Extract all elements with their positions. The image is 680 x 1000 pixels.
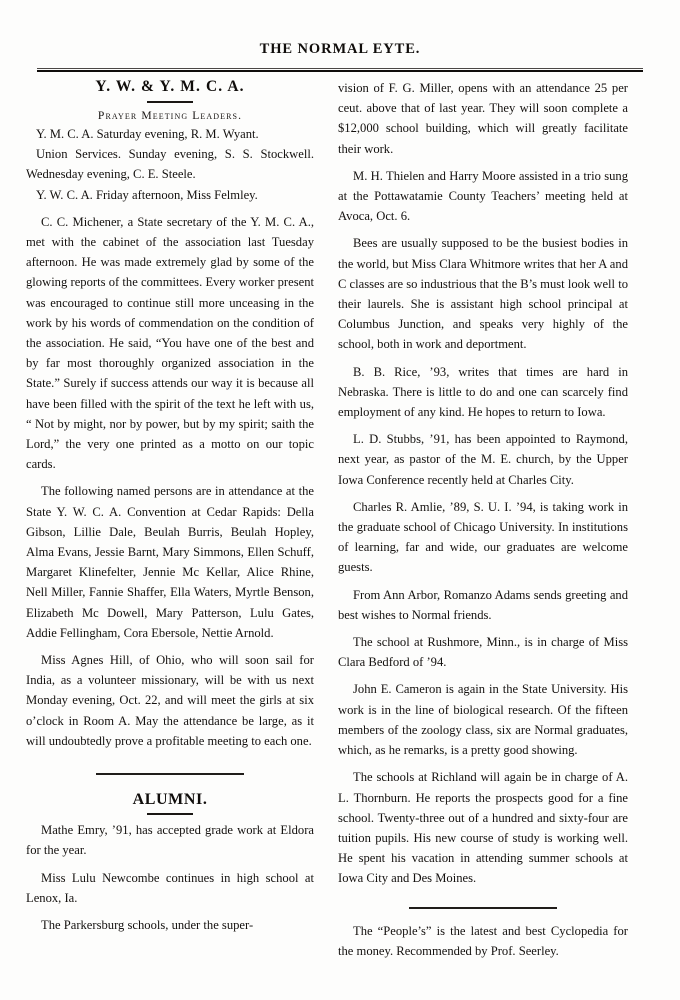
masthead-double-rule bbox=[37, 68, 643, 72]
section-divider-rule bbox=[409, 907, 557, 909]
paragraph-spacer bbox=[338, 490, 628, 497]
paragraph-spacer bbox=[26, 205, 314, 212]
paragraph-spacer bbox=[338, 422, 628, 429]
paragraph: The school at Rushmore, Minn., is in charge of Miss Clara Bedford of ’94. bbox=[338, 635, 628, 670]
paragraph-spacer bbox=[26, 643, 314, 650]
leader-line: Union Services. Sunday evening, S. S. Stockwell. Wednesday evening, C. E. Steele. bbox=[26, 147, 314, 182]
paragraph: Miss Agnes Hill, of Ohio, who will soon sail for India, as a volunteer missionary, will be with us next Monday evening, Oct. 22, and will meet the girls at six o’clock in Room A. May the attendance be large, as it will undoubtedly prove a profitable meeting to each one. bbox=[26, 653, 314, 748]
subhead-prayer-meeting-leaders: Prayer Meeting Leaders. bbox=[97, 109, 243, 122]
paragraph-spacer bbox=[26, 908, 314, 915]
paragraph-closing-note: The “People’s” is the latest and best Cyclopedia for the money. Recommended by Prof. Seerley. bbox=[338, 923, 628, 958]
paragraph-spacer bbox=[338, 159, 628, 166]
paragraph: Bees are usually supposed to be the busiest bodies in the world, but Miss Clara Whitmore writes that her A and C classes are so industrious that the B’s must look well to their laurels. She is assistant high school principal at Columbus Junction, and speaks very highly of the school, both in work and deportment. bbox=[338, 236, 628, 352]
right-column bbox=[338, 78, 640, 961]
paragraph-continued: The Parkersburg schools, under the super- bbox=[41, 917, 254, 932]
paragraph: From Ann Arbor, Romanzo Adams sends greeting and best wishes to Normal friends. bbox=[338, 587, 628, 622]
page-title: THE NORMAL EYTE. bbox=[259, 41, 421, 57]
section-title-alumni: ALUMNI. bbox=[132, 791, 208, 809]
paragraph: M. H. Thielen and Harry Moore assisted in a trio sung at the Pottawatamie County Teachers’ meeting held at Avoca, Oct. 6. bbox=[338, 168, 628, 224]
paragraph-spacer bbox=[338, 672, 628, 679]
paragraph: C. C. Michener, a State secretary of the Y. M. C. A., met with the cabinet of the association last Tuesday afternoon. He was made extremely glad by some of the glowing reports of the committees. Every worker present was encouraged to continue still more unceasing in the work by his words of commendation on the condition of the association. He said, “You have one of the best and by far most thoroughly organized association in the State.” Surely if success attends our way it is because all have been filled with the spirit of the text he left with us, “ Not by might, nor by power, but by my spirit; saith the Lord,” the very one printed as a motto on our topic cards. bbox=[26, 214, 314, 472]
paragraph-spacer bbox=[338, 760, 628, 767]
paragraph-spacer bbox=[338, 578, 628, 585]
column-container bbox=[0, 78, 680, 961]
paragraph: The following named persons are in attendance at the State Y. W. C. A. Convention at Cedar Rapids: Della Gibson, Lillie Dale, Beulah Burris, Beulah Hopley, Alma Evans, Jessie Barnt, Mary Simmons, Ellen Schuff, Margaret Klinefelter, Jennie Mc Kellar, Alice Rhine, Nell Miller, Fannie Shaffer, Ella Waters, Myrtle Benson, Elizabeth Mc Dowell, Mary Patterson, Lulu Gates, Addie Fellingham, Cora Ebersole, Nettie Arnold. bbox=[26, 484, 314, 640]
paragraph: B. B. Rice, ’93, writes that times are hard in Nebraska. There is little to do and one can scarcely find employment of any kind. He hopes to return to Iowa. bbox=[338, 364, 628, 420]
paragraph-spacer bbox=[26, 861, 314, 868]
section-title-ywymca: Y. W. & Y. M. C. A. bbox=[95, 78, 245, 95]
paragraph: Mathe Emry, ’91, has accepted grade work at Eldora for the year. bbox=[26, 823, 314, 858]
paragraph-spacer bbox=[338, 625, 628, 632]
section-divider-rule bbox=[96, 773, 244, 775]
paragraph: John E. Cameron is again in the State University. His work is in the line of biological research. Of the fifteen members of the zoology class, six are Normal graduates, which, as he remarks, is a pretty good showing. bbox=[338, 682, 628, 758]
leader-line: Y. W. C. A. Friday afternoon, Miss Felmley. bbox=[36, 187, 258, 202]
alumni-title-rule bbox=[147, 813, 193, 815]
paragraph: Charles R. Amlie, ’89, S. U. I. ’94, is taking work in the graduate school of Chicago University. In institutions of learning, far and wide, our graduates are welcome guests. bbox=[338, 499, 628, 575]
paragraph-spacer bbox=[338, 355, 628, 362]
paragraph: L. D. Stubbs, ’91, has been appointed to Raymond, next year, as pastor of the M. E. church, by the Upper Iowa Conference recently held at Charles City. bbox=[338, 432, 628, 487]
paragraph: Miss Lulu Newcombe continues in high school at Lenox, Ia. bbox=[26, 870, 314, 905]
rule-thin bbox=[37, 68, 643, 69]
left-column bbox=[26, 78, 328, 961]
leader-line: Y. M. C. A. Saturday evening, R. M. Wyant. bbox=[36, 127, 259, 141]
paragraph-continuation: vision of F. G. Miller, opens with an attendance 25 per ceut. above that of last year. They will soon complete a $12,000 school building, which will greatly facilitate their work. bbox=[338, 81, 628, 156]
rule-thick bbox=[37, 70, 643, 72]
section-title-rule bbox=[147, 101, 193, 103]
paragraph-spacer bbox=[338, 226, 628, 233]
paragraph: The schools at Richland will again be in charge of A. L. Thornburn. He reports the prospects good for a fine school. Twenty-three out of a hundred and sixty-four are tuition pupils. His new course of study is working well. He spent his vacation in attending summer schools at Iowa City and Des Moines. bbox=[338, 770, 628, 886]
paragraph-spacer bbox=[26, 474, 314, 481]
